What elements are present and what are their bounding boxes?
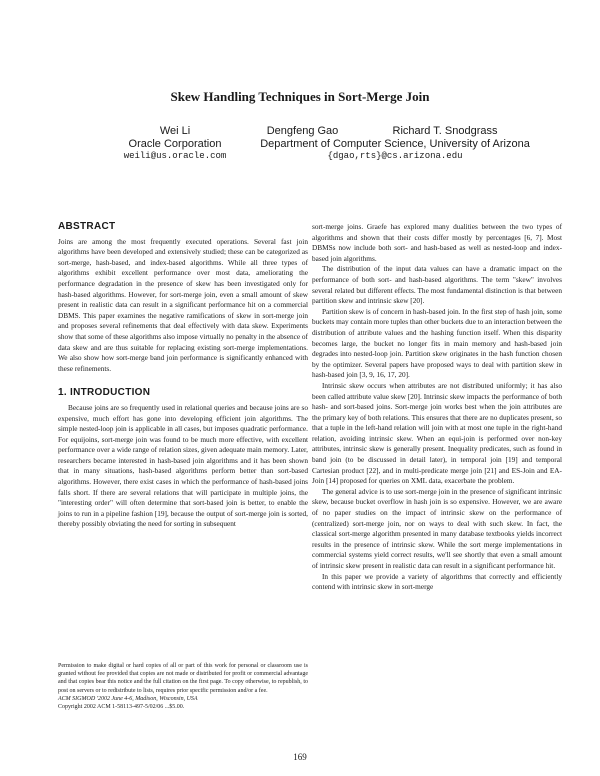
author-name: Wei Li [159,125,191,137]
copyright-footnote [58,662,308,711]
abstract-heading: ABSTRACT [58,221,116,232]
author-email: weili@us.oracle.com [123,151,227,161]
paragraph: Partition skew is of concern in hash-based join. In the first step of hash join, some buckets may contain more tuples than other buckets due to an interaction between the distribution of attribute values and the hashing function itself. When this disparity becomes large, the bucket no longer fits in main memory and hash-based join degrades into nested-loop join. Partition skew originates in the hash function chosen by the optimizer. Several papers have proposed ways to deal with partition skew in hash-based join [3, 9, 16, 17, 20]. [312,306,562,380]
paragraph: The distribution of the input data values can have a dramatic impact on the performance of both sort- and hash-based algorithms. The term "skew" involves several related but different effects. The most fundamental distinction is that between partition skew and intrinsic skew [20]. [312,264,562,306]
author-dengfeng-gao [235,125,555,162]
conference-line: ACM SIGMOD '2002 June 4-6, Madison, Wisconsin, USA [58,695,198,702]
left-column [58,222,308,530]
copyright-line: Copyright 2002 ACM 1-58113-497-5/02/06 ...$5.00. [58,704,185,711]
paragraph: Intrinsic skew occurs when attributes are not distributed uniformly; it has also been called attribute value skew [20]. Intrinsic skew impacts the performance of both hash- and sort-based joins. Sort-merge join works best when the join attributes are the primary key of both relations. This ensures that there are no duplicates present, so that a tuple in the left-hand relation will join with at most one tuple in the right-hand relation, avoiding intrinsic skew. When an equi-join is performed over non-key attributes, intrinsic skew is generally present. Inequality predicates, such as found in band join (to be discussed in detail later), in temporal join [19] and temporal Cartesian product [22], and in multi-predicate merge join [21] and ES-Join and EA-Join [14] proposed for queries on XML data, exacerbate the problem. [312,380,562,486]
author-block [0,125,600,185]
permission-text: Permission to make digital or hard copies of all or part of this work for personal or classroom use is granted without fee provided that copies are not made or distributed for profit or commercial advantage and that copies bear this notice and the full citation on the first page. To copy otherwise, to republish, to post on servers or to redistribute to lists, requires prior specific permission and/or a fee. [58,663,308,694]
author-name: Dengfeng Gao [266,125,339,137]
paragraph: In this paper we provide a variety of algorithms that correctly and efficiently contend with intrinsic skew in sort-merge [312,571,562,592]
author-affiliation: Department of Computer Science, University of Arizona [260,138,530,150]
right-column [312,222,562,593]
author-affiliation: Oracle Corporation [128,138,222,150]
paragraph: sort-merge joins. Graefe has explored many dualities between the two types of algorithms and shown that their costs differ mostly by percentages [6, 7]. Most DBMSs now include both sort- and hash-based as well as nested-loop and index-based join algorithms. [312,222,562,263]
introduction-text: Because joins are so frequently used in relational queries and because joins are so expensive, much effort has gone into developing efficient join algorithms. The simple nested-loop join is applicable in all cases, but imposes quadratic performance. For equijoins, sort-merge join was found to be much more effective, with excellent performance over a wide range of relation sizes, given adequate main memory. Later, researchers became interested in hash-based join algorithms and it has been shown that in many situations, hash-based algorithms perform better than sort-based algorithms. However, there exist cases in which the performance of hash-based joins falls short. If there are several relations that will participate in multiple joins, the "interesting order" will often determine that sort-based join is better, to enable the joins to run in a pipeline fashion [19], because the output of sort-merge join is sorted, thereby possibly obviating the need for sorting in subsequent [58,402,308,529]
abstract-text: Joins are among the most frequently executed operations. Several fast join algorithms have been developed and extensively studied; these can be categorized as sort-merge, hash-based, and index-based algorithms. While all three types of algorithms exhibit excellent performance over most data, ameliorating the performance degradation in the presence of skew has been investigated only for hash-based algorithms. However, for sort-merge join, even a small amount of skew present in realistic data can result in a significant performance hit on a commercial DBMS. This paper examines the negative ramifications of skew in sort-merge join and proposes several refinements that deal effectively with data skew. Experiments show that some of these algorithms also impose virtually no penalty in the absence of data skew and are thus suitable for replacing existing sort-merge implementations. We also show how sort-merge band join performance is significantly enhanced with these refinements. [58,236,308,373]
page-number: 169 [293,752,307,762]
author-wei-li [105,125,245,162]
introduction-heading: 1. INTRODUCTION [58,387,151,399]
paper-title: Skew Handling Techniques in Sort-Merge Join [170,89,430,104]
paragraph: The general advice is to use sort-merge join in the presence of significant intrinsic skew, because bucket overflow in hash join is so expensive. However, we are aware of no paper studies on the impact of intrinsic skew on the performance of (centralized) sort-merge join, nor on ways to deal with such skew. In fact, the classical sort-merge algorithm presented in many database textbooks yields incorrect results in the presence of intrinsic skew. While the sort merge implementations in commercial systems yield correct results, we'll see shortly that even a small amount of intrinsic skew present in realistic data can result in a significant performance hit. [312,486,562,570]
author-name: Richard T. Snodgrass [392,125,498,137]
author-email: {dgao,rts}@cs.arizona.edu [327,151,463,161]
